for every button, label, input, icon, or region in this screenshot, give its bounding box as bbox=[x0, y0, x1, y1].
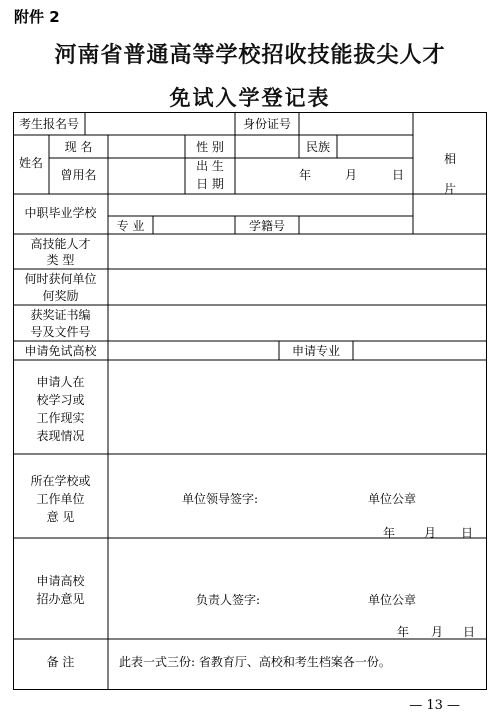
form-title-line1: 河南省普通高等学校招收技能拔尖人才 bbox=[54, 43, 446, 68]
gender-label: 性 别 bbox=[196, 140, 224, 154]
photo-label-line1: 相 bbox=[443, 152, 456, 166]
birth-year-label: 年 bbox=[299, 168, 312, 182]
award-label-line2: 何奖励 bbox=[42, 289, 79, 303]
talent-type-label-line2: 类 型 bbox=[46, 253, 75, 267]
apply-school-label: 申请免试高校 bbox=[24, 344, 97, 358]
person-sign-label: 负责人签字: bbox=[196, 593, 261, 607]
unit-date-month: 月 bbox=[424, 526, 437, 540]
office-opinion-label-line1: 申请高校 bbox=[36, 574, 85, 588]
current-name-label: 现 名 bbox=[64, 140, 93, 154]
award-label-line1: 何时获何单位 bbox=[24, 272, 97, 286]
form-title-line2: 免试入学登记表 bbox=[169, 86, 331, 110]
former-name-label: 曾用名 bbox=[60, 168, 97, 182]
student-no-label: 学籍号 bbox=[248, 219, 285, 233]
major-label: 专 业 bbox=[116, 219, 145, 233]
unit-opinion-label-line3: 意 见 bbox=[46, 510, 75, 524]
unit-seal-label: 单位公章 bbox=[368, 492, 417, 506]
performance-label-line4: 表现情况 bbox=[36, 429, 85, 443]
office-date-year: 年 bbox=[397, 625, 410, 639]
certificate-label-line1: 获奖证书编 bbox=[30, 308, 91, 322]
unit-opinion-label-line1: 所在学校或 bbox=[30, 474, 91, 488]
apply-major-label: 申请专业 bbox=[291, 344, 340, 358]
id-no-label: 身份证号 bbox=[242, 117, 291, 131]
office-seal-label: 单位公章 bbox=[368, 593, 417, 607]
unit-opinion-label-line2: 工作单位 bbox=[36, 492, 85, 506]
performance-label-line3: 工作现实 bbox=[36, 411, 85, 425]
office-date-day: 日 bbox=[463, 625, 476, 639]
performance-label-line2: 校学习或 bbox=[36, 393, 85, 407]
unit-date-year: 年 bbox=[383, 526, 396, 540]
office-opinion-label-line2: 招办意见 bbox=[36, 592, 85, 606]
page-number: — 13 — bbox=[409, 698, 460, 713]
unit-leader-sign-label: 单位领导签字: bbox=[182, 492, 259, 506]
remark-text: 此表一式三份: 省教育厅、高校和考生档案各一份。 bbox=[119, 655, 391, 669]
school-label: 中职毕业学校 bbox=[24, 206, 97, 220]
name-label: 姓名 bbox=[18, 156, 43, 170]
attachment-label: 附件 2 bbox=[14, 8, 60, 26]
photo-label-line2: 片 bbox=[443, 182, 456, 196]
performance-label-line1: 申请人在 bbox=[36, 375, 85, 389]
birth-label-line1: 出 生 bbox=[196, 159, 224, 173]
exam-no-label: 考生报名号 bbox=[18, 117, 79, 131]
remark-label: 备 注 bbox=[46, 655, 75, 669]
ethnicity-label: 民族 bbox=[305, 140, 330, 154]
certificate-label-line2: 号及文件号 bbox=[30, 325, 91, 339]
talent-type-label-line1: 高技能人才 bbox=[30, 237, 91, 251]
birth-label-line2: 日 期 bbox=[196, 177, 224, 191]
unit-date-day: 日 bbox=[461, 526, 474, 540]
birth-day-label: 日 bbox=[392, 168, 405, 182]
office-date-month: 月 bbox=[431, 625, 444, 639]
birth-month-label: 月 bbox=[345, 168, 358, 182]
